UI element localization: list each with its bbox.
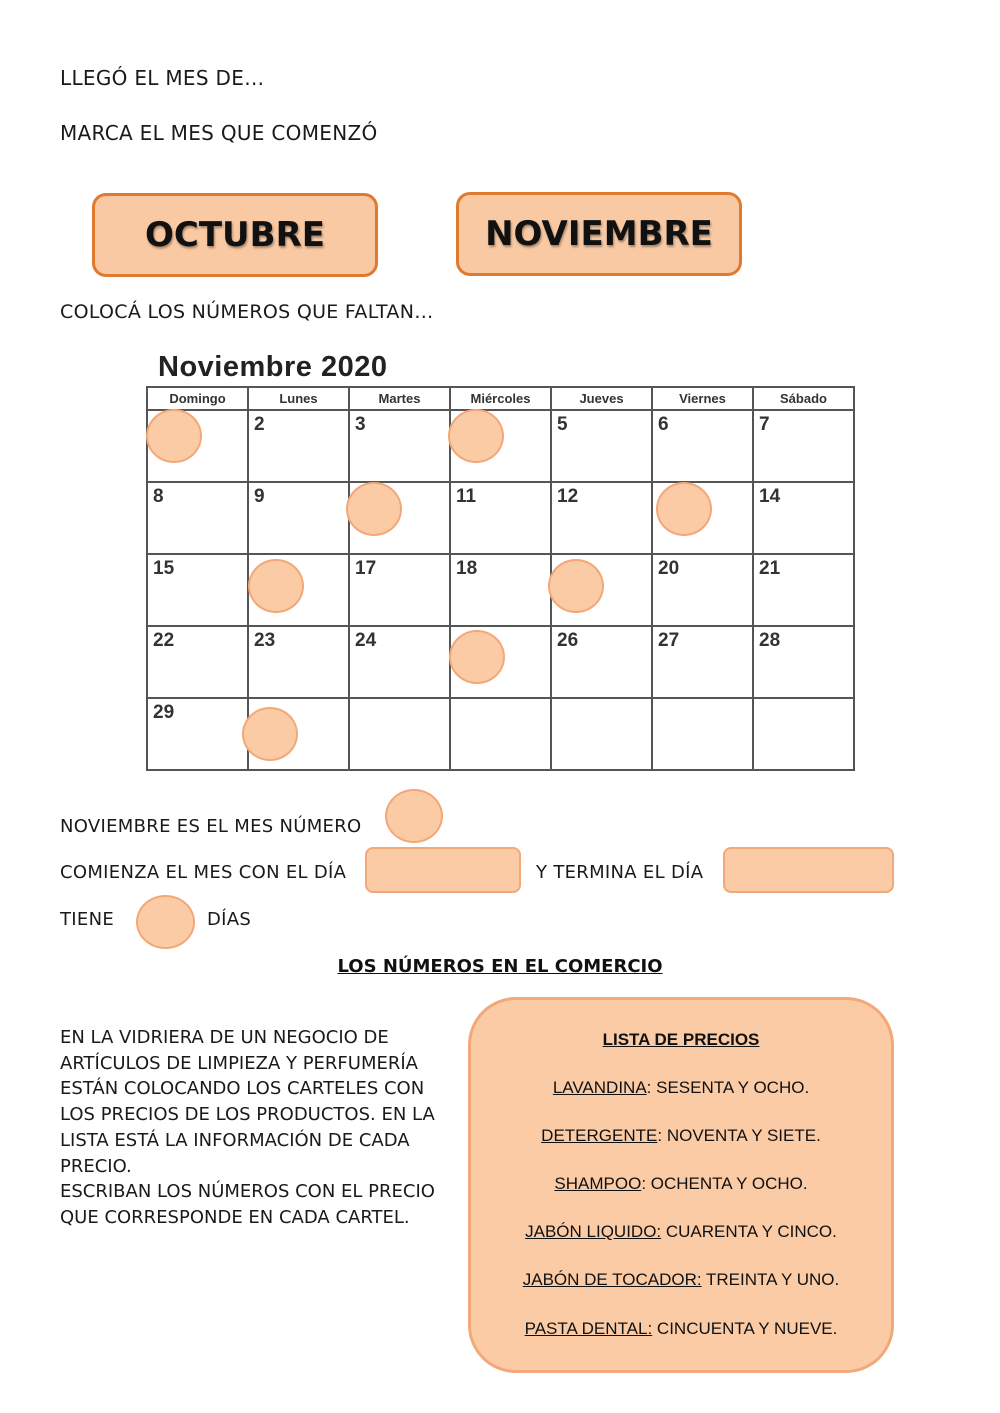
product-separator: : (641, 1174, 647, 1193)
calendar-title: Noviembre 2020 (158, 351, 388, 383)
price-item (471, 1222, 891, 1242)
product-price: TREINTA Y UNO. (701, 1270, 840, 1289)
weekday-header: Lunes (248, 387, 349, 410)
answer-circle-day-25[interactable] (449, 630, 505, 684)
paragraph-line: LISTA ESTÁ LA INFORMACIÓN DE CADA (60, 1129, 410, 1151)
calendar-day-cell: 2 (248, 410, 349, 482)
calendar-day-cell: 24 (349, 626, 450, 698)
paragraph-line: EN LA VIDRIERA DE UN NEGOCIO DE (60, 1027, 389, 1048)
calendar-day-cell: 12 (551, 482, 652, 554)
product-price: NOVENTA Y SIETE. (662, 1126, 821, 1145)
weekday-header: Miércoles (450, 387, 551, 410)
product-name: LAVANDINA (552, 1078, 647, 1097)
price-list-box (468, 997, 894, 1373)
product-name: JABÓN LIQUIDO: (525, 1222, 662, 1241)
weekday-header: Domingo (147, 387, 248, 410)
calendar-day-cell (652, 698, 753, 770)
answer-start-day[interactable] (365, 847, 521, 893)
paragraph-line: ARTÍCULOS DE LIMPIEZA Y PERFUMERÍA (60, 1052, 418, 1074)
weekday-header: Jueves (551, 387, 652, 410)
product-price: CINCUENTA Y NUEVE. (652, 1319, 838, 1338)
paragraph-line: ESTÁN COLOCANDO LOS CARTELES CON (60, 1078, 425, 1100)
calendar-day-cell (349, 698, 450, 770)
price-item (471, 1174, 891, 1194)
month-option-noviembre[interactable]: NOVIEMBRE (456, 192, 742, 276)
price-item (471, 1319, 891, 1339)
calendar-day-cell (753, 698, 854, 770)
price-item (471, 1270, 891, 1290)
product-price: CUARENTA Y CINCO. (661, 1222, 837, 1241)
price-item (471, 1126, 891, 1146)
question-starts-with: COMIENZA EL MES CON EL DÍA (60, 862, 347, 883)
commerce-paragraph (60, 1025, 460, 1231)
calendar-day-cell: 18 (450, 554, 551, 626)
question-has: TIENE (60, 909, 115, 930)
commerce-heading: LOS NÚMEROS EN EL COMERCIO (337, 956, 663, 977)
weekday-header: Martes (349, 387, 450, 410)
paragraph-line: PRECIO. (60, 1155, 132, 1177)
answer-end-day[interactable] (723, 847, 894, 893)
product-price: SESENTA Y OCHO. (651, 1078, 810, 1097)
calendar-day-cell: 17 (349, 554, 450, 626)
answer-number-of-days[interactable] (136, 895, 195, 949)
product-separator: : (657, 1126, 663, 1145)
calendar-day-cell: 21 (753, 554, 854, 626)
question-month-number: NOVIEMBRE ES EL MES NÚMERO (60, 816, 362, 837)
calendar-day-cell: 28 (753, 626, 854, 698)
calendar-day-cell (450, 698, 551, 770)
calendar-day-cell: 6 (652, 410, 753, 482)
question-days-label: DÍAS (207, 909, 252, 930)
intro-line-2: MARCA EL MES QUE COMENZÓ (60, 121, 378, 145)
paragraph-line: ESCRIBAN LOS NÚMEROS CON EL PRECIO (60, 1181, 435, 1203)
weekday-header: Viernes (652, 387, 753, 410)
calendar-day-cell: 5 (551, 410, 652, 482)
calendar-day-cell: 20 (652, 554, 753, 626)
intro-line-1: LLEGÓ EL MES DE… (60, 66, 265, 90)
calendar-day-cell: 9 (248, 482, 349, 554)
calendar-day-cell: 3 (349, 410, 450, 482)
product-price: OCHENTA Y OCHO. (646, 1174, 808, 1193)
product-name: JABÓN DE TOCADOR: (522, 1270, 702, 1289)
calendar-day-cell: 29 (147, 698, 248, 770)
month-option-octubre[interactable]: OCTUBRE (92, 193, 378, 277)
product-name: PASTA DENTAL: (524, 1319, 653, 1338)
calendar-day-cell (551, 698, 652, 770)
product-name: SHAMPOO (554, 1174, 642, 1193)
price-item (471, 1078, 891, 1098)
calendar-day-cell: 15 (147, 554, 248, 626)
answer-circle-day-30[interactable] (242, 707, 298, 761)
product-name: DETERGENTE (541, 1126, 658, 1145)
calendar-day-cell: 27 (652, 626, 753, 698)
answer-circle-day-1[interactable] (146, 409, 202, 463)
question-ends-with: Y TERMINA EL DÍA (536, 862, 704, 883)
product-separator: : (646, 1078, 652, 1097)
answer-circle-day-4[interactable] (448, 409, 504, 463)
calendar-day-cell: 8 (147, 482, 248, 554)
calendar-day-cell: 23 (248, 626, 349, 698)
price-list-title: LISTA DE PRECIOS (602, 1030, 760, 1049)
answer-month-number[interactable] (385, 789, 443, 843)
calendar-day-cell: 7 (753, 410, 854, 482)
answer-circle-day-16[interactable] (248, 559, 304, 613)
paragraph-line: LOS PRECIOS DE LOS PRODUCTOS. EN LA (60, 1104, 435, 1126)
paragraph-line: QUE CORRESPONDE EN CADA CARTEL. (60, 1206, 410, 1228)
instruction-missing-numbers: COLOCÁ LOS NÚMEROS QUE FALTAN… (60, 301, 434, 323)
weekday-header: Sábado (753, 387, 854, 410)
answer-circle-day-19[interactable] (548, 559, 604, 613)
calendar-day-cell: 14 (753, 482, 854, 554)
calendar-day-cell: 11 (450, 482, 551, 554)
answer-circle-day-10[interactable] (346, 482, 402, 536)
answer-circle-day-13[interactable] (656, 482, 712, 536)
calendar-day-cell: 22 (147, 626, 248, 698)
calendar-day-cell: 26 (551, 626, 652, 698)
